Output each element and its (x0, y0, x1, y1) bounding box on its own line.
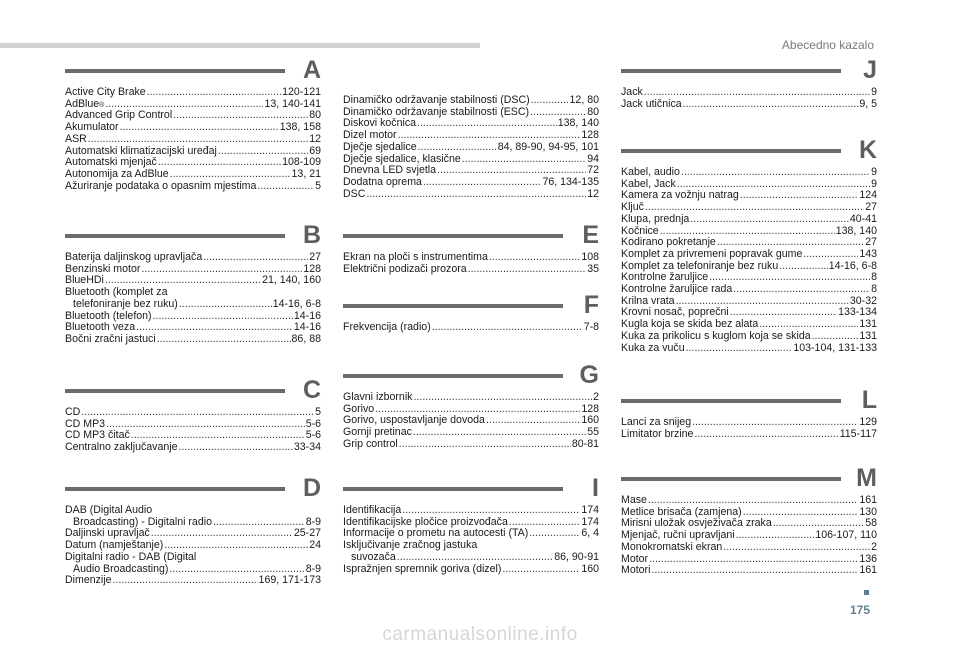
index-entry[interactable] (65, 299, 321, 311)
entry-page-ref[interactable]: 128 (303, 262, 321, 275)
entry-page-ref[interactable]: 128 (581, 402, 599, 415)
index-entry[interactable] (621, 417, 877, 429)
entry-text: Broadcasting) - Digitalni radio (73, 515, 212, 528)
entry-page-ref[interactable]: 12, 80 (569, 94, 599, 106)
entry-text: Ključ (621, 201, 644, 214)
entry-text: CD (65, 406, 81, 418)
dot-leader (489, 252, 580, 264)
dot-leader (690, 214, 849, 226)
entry-text: Kamera za vožnju natrag (621, 189, 739, 202)
entry-page-ref[interactable]: 106-107, 110 (815, 529, 877, 542)
entry-text: suvozača (351, 550, 396, 563)
entry-text: Metlice brisača (zamjena) (621, 505, 742, 518)
section-letter: D (302, 474, 321, 502)
dot-leader (462, 154, 586, 166)
section-rule (65, 69, 285, 73)
entry-page-ref[interactable]: 9 (871, 166, 877, 178)
entry-text: Ekran na ploči s instrumentima (343, 251, 488, 263)
section-letter: I (592, 474, 599, 502)
entry-page-ref[interactable]: 108 (581, 251, 599, 263)
entry-text: Klupa, prednja (621, 212, 690, 225)
entry-list (65, 505, 321, 587)
entry-page-ref[interactable]: 14-16 (293, 321, 321, 334)
entry-page-ref[interactable]: 103-104, 131-133 (793, 341, 877, 354)
index-entry[interactable] (65, 122, 321, 134)
dot-leader (402, 505, 580, 517)
entry-page-ref[interactable]: 131 (859, 318, 877, 331)
entry-page-ref[interactable]: 12 (309, 132, 321, 145)
index-entry[interactable] (65, 505, 321, 517)
section-letter: M (856, 464, 877, 492)
entry-text: Kontrolne žaruljice rada (621, 283, 733, 296)
entry-page-ref[interactable]: 13, 21 (291, 167, 321, 180)
index-entry[interactable] (343, 564, 599, 576)
entry-text: Automatski mjenjač (65, 156, 157, 169)
entry-text: Kodirano pokretanje (621, 236, 716, 249)
section-letter: K (858, 136, 877, 164)
section-rule (343, 304, 563, 308)
section-rule (65, 389, 285, 393)
dot-leader (81, 407, 314, 419)
entry-text: DSC (343, 187, 366, 200)
dot-leader (432, 322, 583, 334)
section-letter: A (302, 56, 321, 84)
dot-leader (88, 134, 308, 146)
dot-leader (683, 99, 859, 111)
index-entry[interactable]: AdBlue ® ..... 13, 140-141 (65, 99, 321, 111)
entry-text: telefoniranje bez ruku) (73, 297, 178, 310)
entry-text: Audio Broadcasting) (73, 562, 169, 575)
entry-text: Monokromatski ekran (621, 540, 723, 553)
entry-page-ref[interactable]: 129 (859, 416, 877, 428)
entry-page-ref[interactable]: 9, 5 (859, 97, 877, 110)
entry-text: Digitalni radio - DAB (Digital (65, 550, 197, 563)
entry-page-ref[interactable]: 160 (581, 562, 599, 575)
entry-page-ref[interactable]: 2 (593, 391, 599, 403)
section-letter: E (582, 221, 599, 249)
entry-page-ref[interactable]: 161 (859, 494, 877, 506)
dot-leader (399, 439, 571, 451)
entry-page-ref[interactable]: 161 (859, 564, 877, 577)
entry-page-ref[interactable]: 30-32 (849, 294, 877, 307)
dot-leader (529, 528, 580, 540)
entry-page-ref[interactable]: 138, 140 (557, 117, 599, 130)
entry-list (343, 95, 599, 200)
entry-page-ref[interactable]: 5-6 (305, 417, 321, 430)
section-rule (343, 487, 563, 491)
index-entry[interactable] (343, 95, 599, 107)
entry-page-ref[interactable]: 133-134 (838, 306, 877, 319)
entry-text: CD MP3 čitač (65, 429, 130, 442)
entry-page-ref[interactable]: 21, 140, 160 (262, 274, 321, 287)
dot-leader (397, 552, 553, 564)
section-rule (621, 149, 841, 153)
entry-page-ref[interactable]: 27 (865, 201, 877, 214)
index-entry[interactable] (343, 189, 599, 201)
entry-text: CD MP3 (65, 417, 106, 430)
entry-text: Krilna vrata (621, 294, 675, 307)
entry-page-ref[interactable]: 40-41 (849, 212, 877, 225)
entry-page-ref[interactable]: 33-34 (293, 441, 321, 454)
entry-text: Dječje sjedalice, klasične (343, 152, 461, 165)
entry-page-ref[interactable]: 143 (859, 247, 877, 260)
entry-page-ref[interactable]: 84, 89-90, 94-95, 101 (497, 140, 599, 153)
entry-page-ref[interactable]: 7-8 (583, 321, 599, 333)
entry-page-ref[interactable]: 8-9 (305, 515, 321, 528)
entry-page-ref[interactable]: 94 (587, 152, 599, 165)
dot-leader (413, 392, 592, 404)
dot-leader (694, 429, 838, 441)
dot-leader (648, 495, 858, 507)
dot-leader (651, 565, 858, 577)
entry-text: Bluetooth veza (65, 321, 136, 334)
dot-leader (417, 118, 557, 130)
entry-page-ref[interactable]: 69 (309, 144, 321, 157)
index-entry[interactable] (65, 334, 321, 346)
entry-page-ref[interactable]: 12 (587, 187, 599, 200)
dot-leader (709, 272, 870, 284)
entry-page-ref[interactable]: 35 (587, 262, 599, 275)
entry-page-ref[interactable]: 8-9 (305, 562, 321, 575)
entry-text: Datum (namještanje) (65, 539, 164, 552)
index-entry[interactable] (65, 169, 321, 181)
page-marker-square (864, 590, 869, 595)
entry-text: Diskovi kočnica (343, 117, 417, 130)
dot-leader (213, 517, 305, 529)
page-number: 175 (849, 603, 870, 617)
entry-text: Active City Brake (65, 86, 146, 98)
entry-text: Krovni nosač, poprečni (621, 306, 729, 319)
dot-leader (723, 542, 870, 554)
index-entry[interactable] (621, 331, 877, 343)
dot-leader (531, 95, 569, 107)
dot-leader (413, 427, 586, 439)
index-entry[interactable] (621, 542, 877, 554)
dot-leader (366, 189, 586, 201)
dot-leader (113, 575, 258, 587)
index-entry[interactable] (621, 284, 877, 296)
entry-page-ref[interactable]: 174 (581, 515, 599, 528)
page-header-title: Abecedno kazalo (781, 38, 874, 52)
entry-text: Ažuriranje podataka o opasnim mjestima (65, 179, 257, 192)
entry-page-ref[interactable]: 136 (859, 552, 877, 565)
index-entry[interactable] (65, 252, 321, 264)
entry-text: Informacije o prometu na autocesti (TA) (343, 527, 529, 540)
entry-text: Jack (621, 86, 643, 98)
index-entry[interactable] (343, 552, 599, 564)
entry-text: Automatski klimatizacijski uređaj (65, 144, 217, 157)
entry-page-ref[interactable]: 25-27 (293, 527, 321, 540)
dot-leader (418, 142, 497, 154)
dot-leader (157, 334, 291, 346)
entry-text: Glavni izbornik (343, 391, 413, 403)
entry-text: Baterija daljinskog upravljača (65, 251, 203, 263)
entry-text: Bluetooth (komplet za (65, 286, 168, 299)
entry-text: Električni podizači prozora (343, 262, 467, 275)
dot-leader (203, 252, 308, 264)
dot-leader (740, 190, 859, 202)
entry-text: Gorivo (343, 402, 375, 415)
entry-page-ref[interactable]: 120-121 (282, 86, 321, 98)
entry-page-ref[interactable]: 14-16, 6-8 (272, 297, 321, 310)
dot-leader (179, 299, 272, 311)
dot-leader (733, 284, 870, 296)
entry-page-ref[interactable]: 80 (587, 105, 599, 118)
dot-leader (681, 167, 870, 179)
section-letter: F (583, 291, 599, 319)
entry-text: Bočni zračni jastuci (65, 332, 156, 345)
index-entry[interactable] (343, 264, 599, 276)
entry-text: Daljinski upravljač (65, 527, 150, 540)
index-entry[interactable] (343, 177, 599, 189)
entry-text: AdBlue (65, 97, 100, 110)
dot-leader (692, 417, 858, 429)
dot-leader (812, 331, 859, 343)
entry-text: Mjenjač, ručni upravljani (621, 529, 735, 542)
dot-leader (151, 528, 293, 540)
dot-leader (170, 169, 291, 181)
section-rule (65, 234, 285, 238)
dot-leader (468, 264, 587, 276)
entry-text: ASR (65, 132, 87, 145)
section-rule (343, 234, 563, 238)
entry-page-ref[interactable]: 55 (587, 426, 599, 439)
index-entry[interactable] (621, 214, 877, 226)
entry-text: Mirisni uložak osvježivača zraka (621, 517, 772, 530)
section-letter: C (302, 376, 321, 404)
entry-text: Autonomija za AdBlue (65, 167, 169, 180)
entry-page-ref[interactable]: 108-109 (282, 156, 321, 169)
dot-leader (423, 177, 542, 189)
index-entry[interactable] (621, 343, 877, 355)
entry-page-ref[interactable]: 5 (315, 179, 321, 192)
index-entry[interactable] (65, 442, 321, 454)
dot-leader (686, 343, 793, 355)
index-entry[interactable] (343, 322, 599, 334)
entry-text: Bluetooth (telefon) (65, 309, 152, 322)
entry-list (65, 87, 321, 192)
entry-page-ref[interactable]: 80-81 (571, 437, 599, 450)
entry-text: Akumulator (65, 121, 119, 134)
entry-text: Isključivanje zračnog jastuka (343, 539, 478, 552)
entry-text: Gornji pretinac (343, 426, 412, 439)
entry-text: Komplet za telefoniranje bez ruku (621, 259, 779, 272)
entry-page-ref[interactable]: 27 (865, 236, 877, 249)
section-rule (621, 399, 841, 403)
index-entry[interactable] (621, 429, 877, 441)
entry-text: BlueHDi (65, 274, 104, 287)
section-letter: J (863, 56, 877, 84)
section-letter: L (861, 386, 877, 414)
dot-leader (257, 181, 314, 193)
entry-list (621, 417, 877, 440)
dot-leader (502, 564, 580, 576)
entry-page-ref[interactable]: 14-16 (293, 309, 321, 322)
entry-page-ref[interactable]: 9 (871, 177, 877, 190)
entry-text: Kuka za vuču (621, 341, 685, 354)
entry-page-ref[interactable]: 138, 158 (279, 121, 321, 134)
index-entry[interactable] (343, 142, 599, 154)
entry-page-ref[interactable]: 128 (581, 129, 599, 142)
entry-text: Dinamičko održavanje stabilnosti (ESC) (343, 105, 530, 118)
entry-page-ref[interactable]: 72 (587, 164, 599, 177)
entry-page-ref[interactable]: 174 (581, 504, 599, 516)
entry-text: Limitator brzine (621, 427, 694, 440)
entry-text: Kabel, audio (621, 166, 680, 178)
dot-leader (649, 554, 858, 566)
index-entry[interactable] (343, 392, 599, 404)
dot-leader (106, 419, 305, 431)
entry-page-ref[interactable]: 6, 4 (581, 527, 599, 540)
index-entry[interactable] (343, 439, 599, 451)
entry-text: Ispražnjen spremnik goriva (dizel) (343, 562, 502, 575)
entry-text: DAB (Digital Audio (65, 504, 153, 516)
index-entry[interactable] (343, 252, 599, 264)
section-rule (343, 374, 563, 378)
entry-text: Motori (621, 564, 651, 577)
entry-list (343, 252, 599, 275)
dot-leader (736, 530, 815, 542)
index-entry[interactable] (65, 134, 321, 146)
entry-text: Dječje sjedalice (343, 140, 417, 153)
index-entry[interactable] (621, 554, 877, 566)
entry-page-ref[interactable]: 14-16, 6-8 (828, 259, 877, 272)
dot-leader (486, 415, 580, 427)
entry-page-ref[interactable]: 8 (871, 271, 877, 284)
dot-leader (178, 442, 292, 454)
index-entry[interactable] (65, 87, 321, 99)
entry-page-ref[interactable]: 124 (859, 189, 877, 202)
index-entry[interactable] (621, 565, 877, 577)
dot-leader (779, 261, 827, 273)
entry-text: Kontrolne žaruljice (621, 271, 709, 284)
entry-page-ref[interactable]: 80 (309, 109, 321, 122)
entry-list (343, 505, 599, 575)
section-rule (65, 487, 285, 491)
section-rule (621, 69, 841, 73)
entry-text: Dizel motor (343, 129, 397, 142)
entry-page-ref[interactable]: 8 (871, 283, 877, 296)
index-entry[interactable] (65, 407, 321, 419)
entry-text: Benzinski motor (65, 262, 141, 275)
index-entry[interactable] (343, 505, 599, 517)
section-rule (621, 477, 841, 481)
entry-text: Dinamičko održavanje stabilnosti (DSC) (343, 94, 530, 106)
entry-text: Kabel, Jack (621, 177, 676, 190)
entry-text: Gorivo, uspostavljanje dovoda (343, 414, 485, 427)
entry-page-ref[interactable]: 2 (871, 540, 877, 553)
index-entry[interactable] (65, 575, 321, 587)
entry-list (621, 495, 877, 577)
entry-page-ref[interactable]: 160 (581, 414, 599, 427)
entry-text: Dimenzije (65, 574, 112, 587)
entry-text: Komplet za privremeni popravak gume (621, 247, 803, 260)
dot-leader (153, 311, 293, 323)
entry-text: Identifikacija (343, 504, 402, 516)
entry-list (343, 322, 599, 334)
dot-leader (644, 87, 870, 99)
entry-list (65, 407, 321, 454)
entry-page-ref[interactable]: 13, 140-141 (264, 97, 321, 110)
entry-text: Dnevna LED svjetla (343, 164, 437, 177)
entry-text: Lanci za snijeg (621, 416, 692, 428)
entry-text: Kočnice (621, 224, 659, 237)
watermark: carmanualsonline.info (382, 624, 578, 645)
entry-page-ref[interactable]: 86, 88 (291, 332, 321, 345)
entry-page-ref[interactable]: 24 (309, 539, 321, 552)
entry-page-ref[interactable]: 131 (859, 329, 877, 342)
entry-text: Centralno zaključavanje (65, 441, 178, 454)
entry-page-ref[interactable]: 9 (871, 86, 877, 98)
entry-list (621, 167, 877, 354)
entry-text: Grip control (343, 437, 398, 450)
entry-text: Motor (621, 552, 649, 565)
index-entry[interactable] (621, 99, 877, 111)
entry-page-ref[interactable]: 115-117 (839, 427, 877, 440)
entry-text: Kuka za prikolicu s kuglom koja se skida (621, 329, 811, 342)
entry-page-ref[interactable]: 169, 171-173 (258, 574, 321, 587)
entry-text: Identifikacijske pločice proizvođača (343, 515, 508, 528)
index-entry[interactable] (65, 181, 321, 193)
entry-page-ref[interactable]: 27 (309, 251, 321, 263)
entry-page-ref[interactable]: 130 (859, 505, 877, 518)
entry-text: Jack utičnica (621, 97, 682, 110)
entry-page-ref[interactable]: 138, 140 (835, 224, 877, 237)
dot-leader (120, 122, 279, 134)
section-letter: B (302, 221, 321, 249)
index-entry[interactable] (621, 190, 877, 202)
index-entry[interactable] (621, 167, 877, 179)
index-entry[interactable] (621, 87, 877, 99)
top-divider-bar (0, 43, 480, 48)
index-entry[interactable] (65, 552, 321, 564)
entry-page-ref[interactable]: 76, 134-135 (542, 175, 599, 188)
index-entry[interactable] (621, 249, 877, 261)
entry-page-ref[interactable]: 5-6 (305, 429, 321, 442)
entry-page-ref[interactable]: 86, 90-91 (554, 550, 599, 563)
entry-list (621, 87, 877, 110)
entry-page-ref[interactable]: 58 (865, 517, 877, 530)
entry-list (343, 392, 599, 451)
entry-text: Mase (621, 494, 647, 506)
entry-text: Advanced Grip Control (65, 109, 173, 122)
dot-leader (158, 157, 281, 169)
dot-leader (147, 87, 281, 99)
entry-text: Kugla koja se skida bez alata (621, 318, 759, 331)
entry-page-ref[interactable]: 5 (315, 406, 321, 418)
entry-text: Dodatna oprema (343, 175, 422, 188)
dot-leader (803, 249, 858, 261)
index-entry[interactable] (621, 495, 877, 507)
entry-text: Frekvencija (radio) (343, 321, 431, 333)
entry-list (65, 252, 321, 346)
dot-leader (136, 322, 293, 334)
section-letter: G (579, 361, 599, 389)
